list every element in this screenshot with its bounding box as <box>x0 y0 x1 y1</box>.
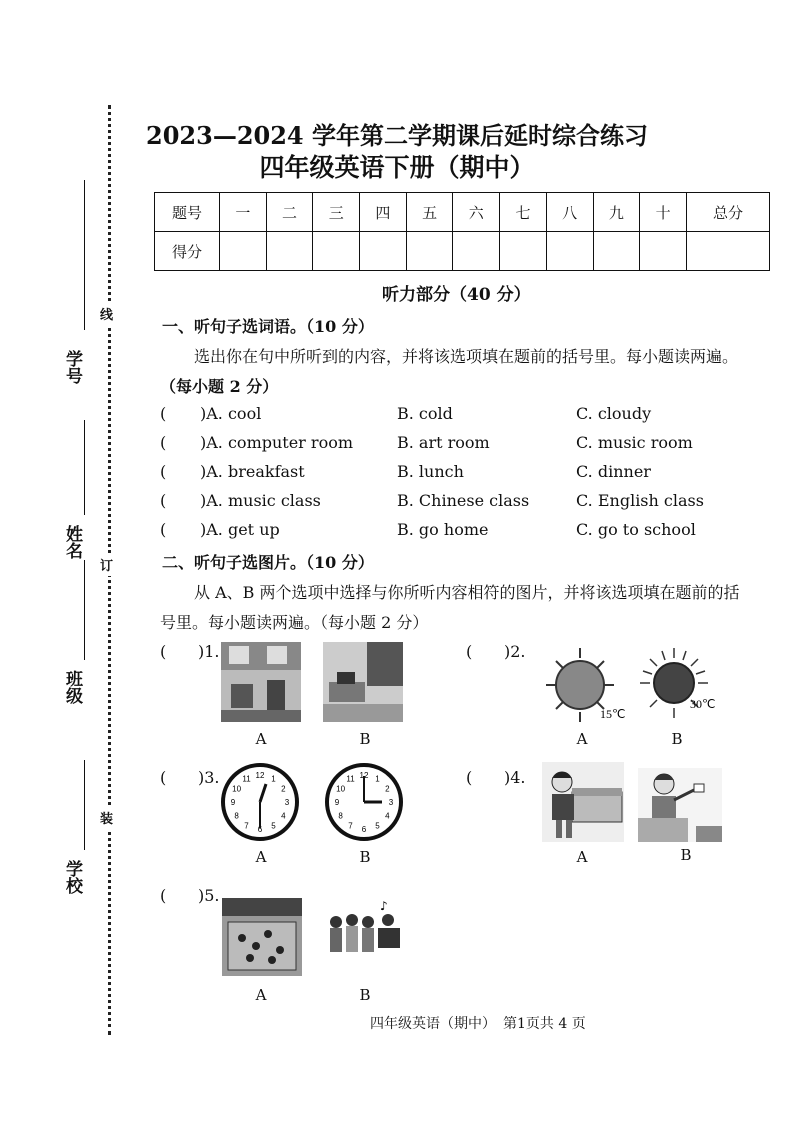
option-c: C. go to school <box>576 520 696 539</box>
temperature-label-a: 15℃ <box>600 707 626 721</box>
answer-paren[interactable]: ( <box>160 768 167 787</box>
choice-a-label: A <box>576 848 588 866</box>
section1-points: （每小题 2 分） <box>160 377 279 396</box>
score-cell-empty[interactable] <box>313 232 360 271</box>
answer-paren[interactable]: ( <box>160 886 167 905</box>
option-c: C. dinner <box>576 462 651 481</box>
clock-number: 5 <box>271 821 276 831</box>
section1-instruction: 选出你在句中所听到的内容，并将该选项填在题前的括号里。每小题读两遍。 <box>194 347 739 366</box>
clock-number: 11 <box>242 774 251 784</box>
svg-text:♪: ♪ <box>380 899 388 913</box>
clock-number: 6 <box>361 825 367 834</box>
option-a: )A. breakfast <box>200 462 305 481</box>
choice-b-label: B <box>359 730 371 748</box>
option-c: C. English class <box>576 491 704 510</box>
school-field[interactable] <box>62 760 88 940</box>
student-id-label: 学号 <box>62 350 82 384</box>
name-line <box>84 420 85 515</box>
classroom-picture-a[interactable] <box>221 642 301 722</box>
option-c: C. cloudy <box>576 404 652 423</box>
score-cell-empty[interactable] <box>453 232 500 271</box>
score-row-label: 得分 <box>155 232 220 271</box>
sun-warm-picture-a[interactable] <box>540 646 632 724</box>
score-cell-header: 四 <box>360 193 407 232</box>
exam-subtitle: 四年级英语下册（期中） <box>259 153 535 182</box>
clock-number: 10 <box>232 784 242 794</box>
page-footer: 四年级英语（期中） 第1页共 4 页 <box>370 1016 586 1032</box>
choice-a-label: A <box>576 730 588 748</box>
school-line <box>84 760 85 850</box>
item-number: )4. <box>504 768 526 787</box>
option-b: B. cold <box>397 404 453 423</box>
clock-number: 9 <box>230 798 236 807</box>
sun-hot-picture-b[interactable] <box>640 648 730 724</box>
answer-paren[interactable]: ( <box>160 462 167 481</box>
score-table <box>154 192 770 271</box>
class-label: 班级 <box>62 670 82 704</box>
score-cell-empty[interactable] <box>360 232 407 271</box>
choice-a-label: A <box>255 730 267 748</box>
playground-picture-a[interactable] <box>222 898 302 976</box>
section2-instruction-line1: 从 A、B 两个选项中选择与你所听内容相符的图片，并将该选项填在题前的括 <box>194 583 740 602</box>
exam-title: 2023—2024 学年第二学期课后延时综合练习 <box>146 121 648 150</box>
option-a: )A. get up <box>200 520 280 539</box>
binding-char-zhuang: 装 <box>100 806 113 829</box>
score-cell-empty[interactable] <box>406 232 453 271</box>
answer-paren[interactable]: ( <box>160 520 167 539</box>
classroom-picture-b[interactable] <box>323 642 403 722</box>
option-b: B. Chinese class <box>397 491 530 510</box>
item-number: )1. <box>198 642 220 661</box>
temperature-label-b: 30℃ <box>690 697 716 711</box>
option-b: B. lunch <box>397 462 464 481</box>
clock-number: 4 <box>385 811 390 821</box>
choice-b-label: B <box>359 986 371 1004</box>
clock-number: 5 <box>375 821 380 831</box>
clock-number: 2 <box>385 784 390 794</box>
score-table-header-row <box>155 193 770 232</box>
school-label: 学校 <box>62 860 82 894</box>
option-a: )A. cool <box>200 404 262 423</box>
class-line <box>84 560 85 660</box>
answer-paren[interactable]: ( <box>466 642 473 661</box>
clock-number: 2 <box>281 784 286 794</box>
class-field[interactable] <box>62 560 88 760</box>
score-cell-header: 十 <box>640 193 687 232</box>
answer-paren[interactable]: ( <box>160 433 167 452</box>
clock-number: 1 <box>271 774 276 784</box>
student-id-field[interactable] <box>62 180 88 410</box>
option-b: B. art room <box>397 433 490 452</box>
score-cell-header: 总分 <box>687 193 770 232</box>
clock-number: 12 <box>359 771 369 780</box>
score-cell-empty[interactable] <box>266 232 313 271</box>
binding-char-xian: 线 <box>100 302 113 325</box>
answer-paren[interactable]: ( <box>160 642 167 661</box>
choice-b-label: B <box>359 848 371 866</box>
item-number: )5. <box>198 886 220 905</box>
score-cell-empty[interactable] <box>220 232 267 271</box>
score-cell-header: 五 <box>406 193 453 232</box>
score-cell-header: 九 <box>593 193 640 232</box>
clock-number: 12 <box>255 771 265 780</box>
clock-number: 7 <box>244 821 249 831</box>
clock-number: 8 <box>234 811 239 821</box>
choice-a-label: A <box>255 848 267 866</box>
clock-number: 8 <box>338 811 343 821</box>
score-cell-empty[interactable] <box>500 232 547 271</box>
score-cell-header: 一 <box>220 193 267 232</box>
score-table-score-row <box>155 232 770 271</box>
item-number: )2. <box>504 642 526 661</box>
option-a: )A. music class <box>200 491 321 510</box>
score-cell-header: 六 <box>453 193 500 232</box>
clock-number: 10 <box>336 784 346 794</box>
score-cell-header: 题号 <box>155 193 220 232</box>
clock-number: 11 <box>346 774 355 784</box>
boy-picture-a[interactable] <box>542 762 624 842</box>
score-cell-empty[interactable] <box>687 232 770 271</box>
boy-picture-b[interactable] <box>638 768 722 842</box>
score-cell-empty[interactable] <box>593 232 640 271</box>
music-class-picture-b[interactable] <box>322 898 402 968</box>
score-cell-header: 二 <box>266 193 313 232</box>
score-cell-header: 八 <box>546 193 593 232</box>
section2-instruction-line2: 号里。每小题读两遍。（每小题 2 分） <box>160 613 429 632</box>
score-cell-header: 七 <box>500 193 547 232</box>
name-label: 姓名 <box>62 525 82 559</box>
score-cell-empty[interactable] <box>546 232 593 271</box>
answer-paren[interactable]: ( <box>160 404 167 423</box>
score-cell-header: 三 <box>313 193 360 232</box>
clock-number: 4 <box>281 811 286 821</box>
item-number: )3. <box>198 768 220 787</box>
clock-picture-a[interactable] <box>220 762 300 842</box>
student-id-line <box>84 180 85 330</box>
listening-part-header: 听力部分（40 分） <box>382 285 531 305</box>
binding-char-ding: 订 <box>100 553 113 576</box>
section2-title: 二、听句子选图片。（10 分） <box>162 553 374 572</box>
choice-b-label: B <box>680 846 692 864</box>
choice-a-label: A <box>255 986 267 1004</box>
score-cell-empty[interactable] <box>640 232 687 271</box>
clock-number: 7 <box>348 821 353 831</box>
option-c: C. music room <box>576 433 693 452</box>
clock-picture-b[interactable] <box>324 762 404 842</box>
answer-paren[interactable]: ( <box>466 768 473 787</box>
clock-number: 3 <box>388 798 394 807</box>
choice-b-label: B <box>671 730 683 748</box>
clock-number: 1 <box>375 774 380 784</box>
clock-number: 9 <box>334 798 340 807</box>
clock-number: 3 <box>284 798 290 807</box>
section1-title: 一、听句子选词语。（10 分） <box>162 317 374 336</box>
option-a: )A. computer room <box>200 433 353 452</box>
clock-number: 6 <box>257 825 263 834</box>
answer-paren[interactable]: ( <box>160 491 167 510</box>
option-b: B. go home <box>397 520 489 539</box>
